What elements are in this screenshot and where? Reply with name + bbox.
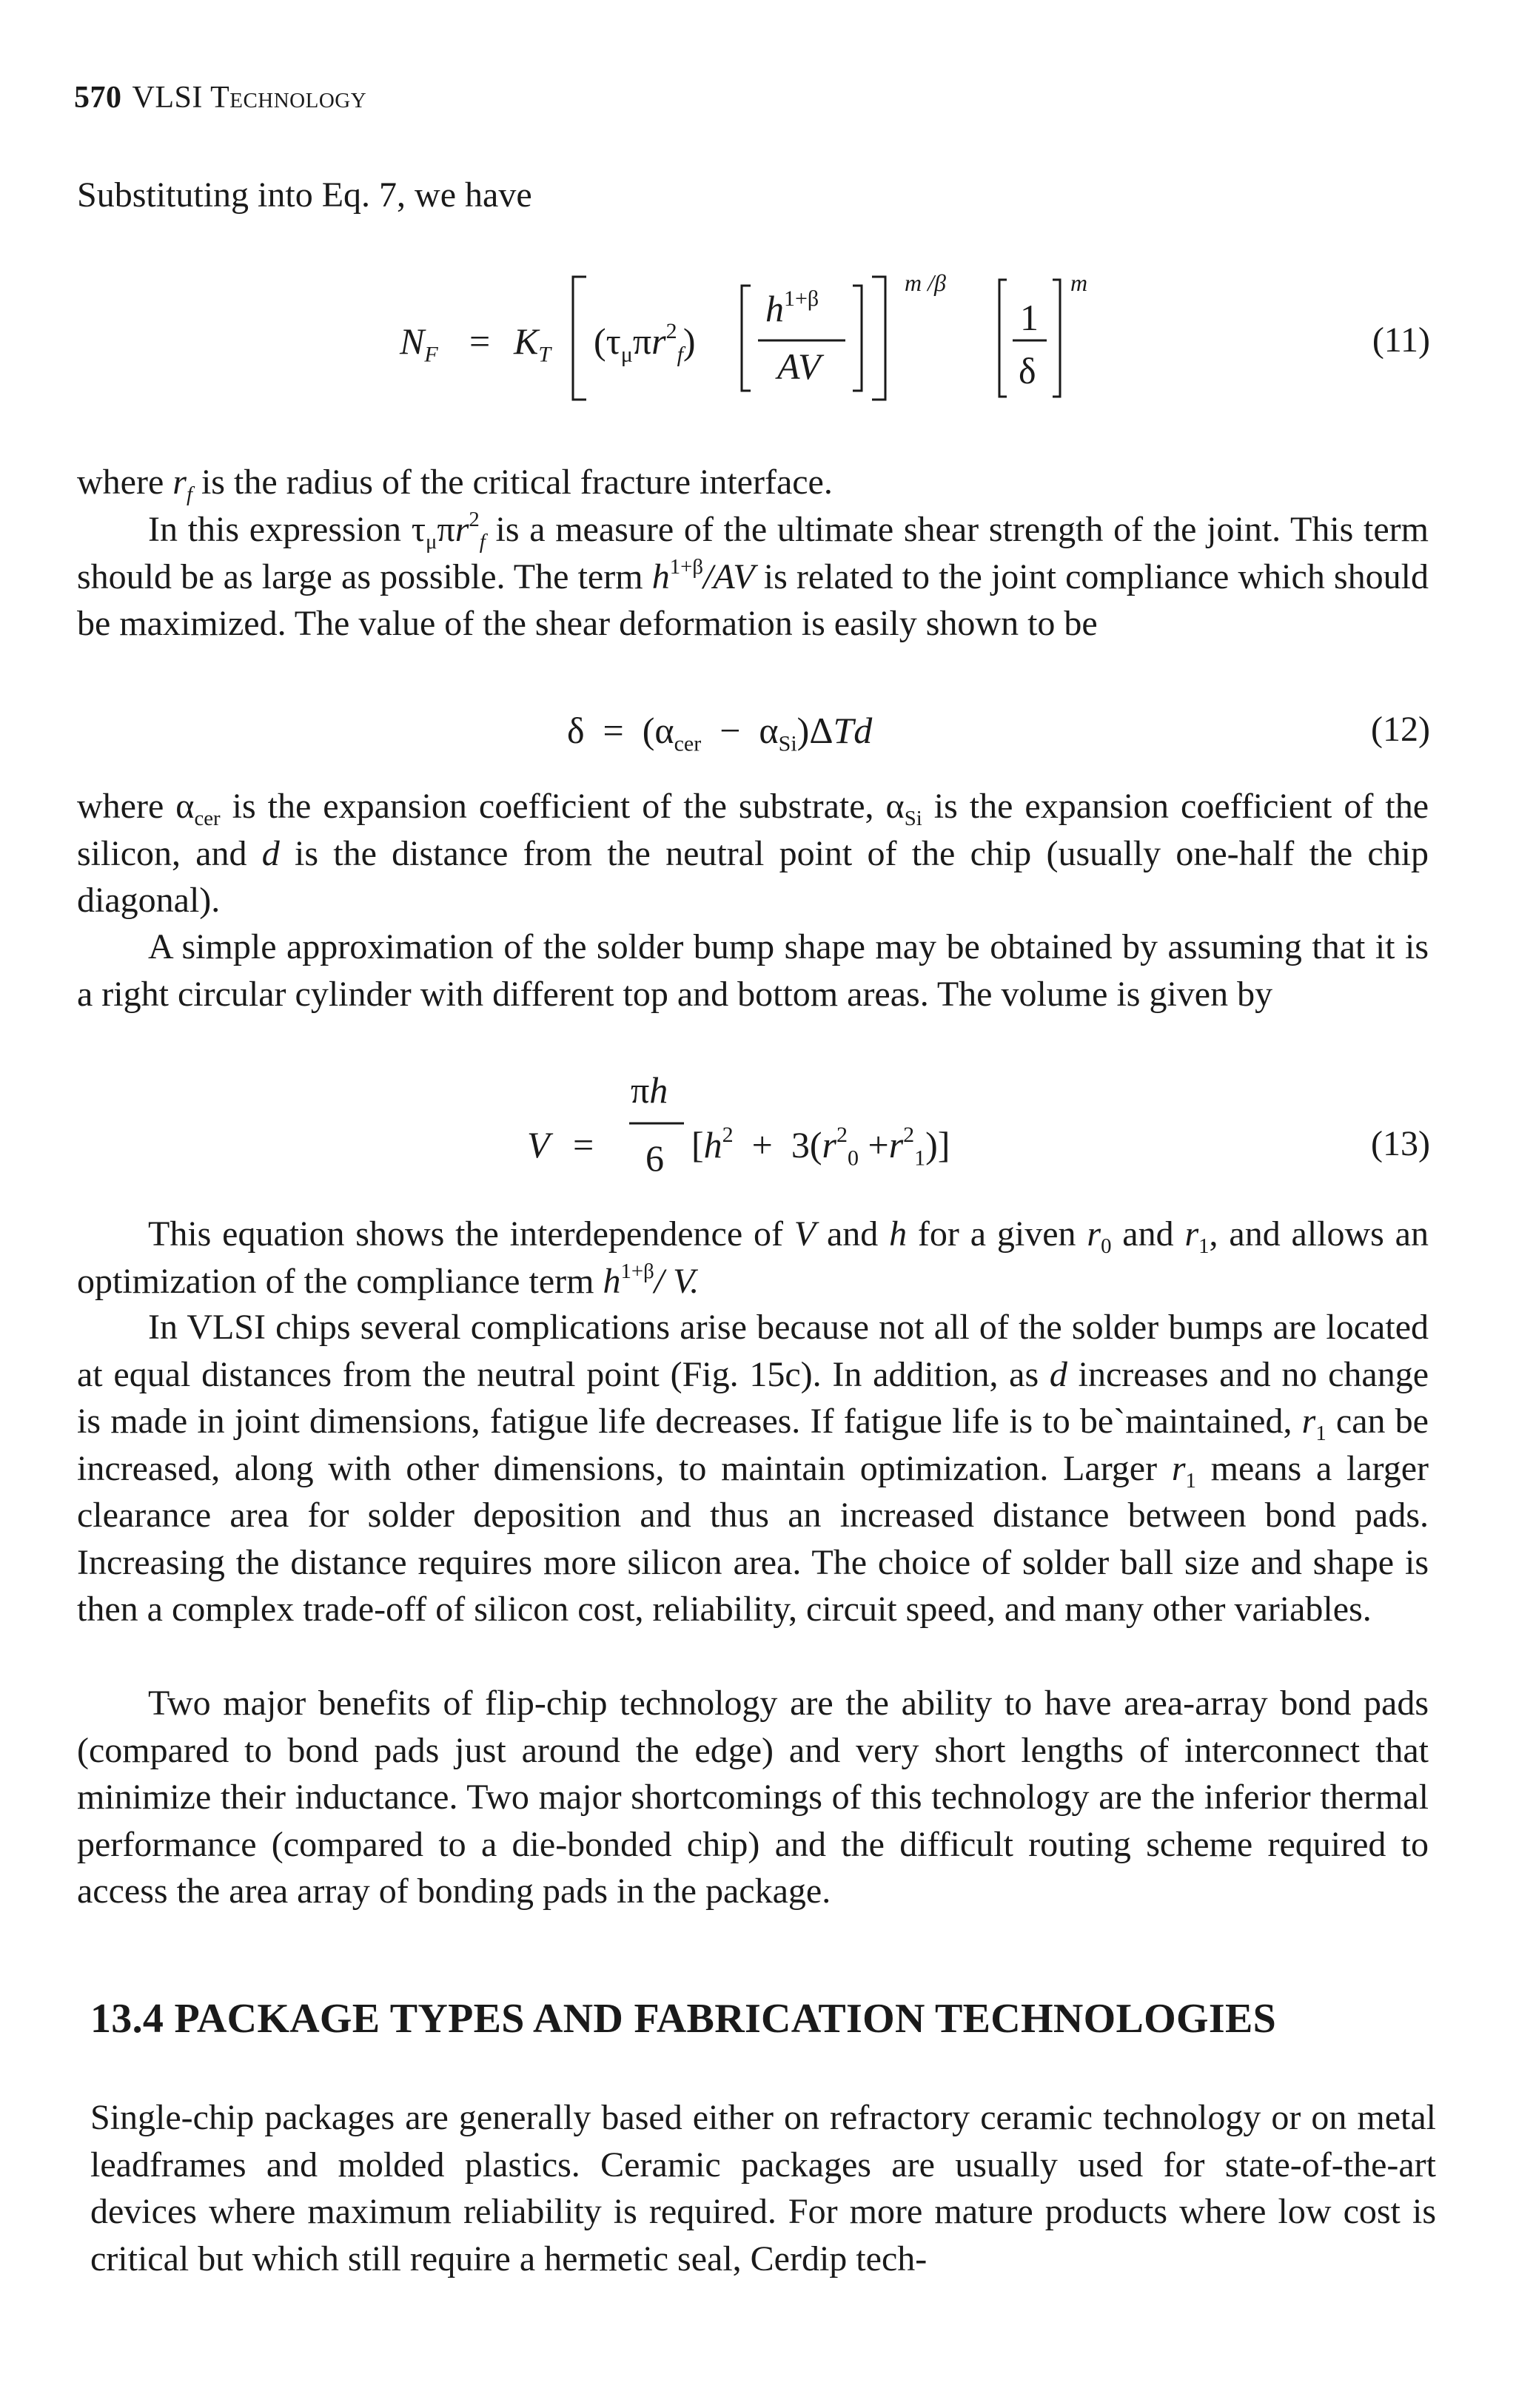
paragraph-flip-chip-benefits	[77, 1680, 1429, 1915]
eq13-bracket-term: $[h^2 + 3(r^2_0 +r^2_1)]$	[691, 1123, 950, 1171]
paragraph-shear-strength	[77, 506, 1429, 648]
paragraph-text: Substituting into Eq. 7, we have	[77, 175, 532, 215]
text-run: In VLSI chips several complications arise because not all of the solder bumps are located at equal distances from the neutral point (Fig. 15c). In addition, as	[77, 1308, 1429, 1394]
equation-11	[0, 269, 1516, 407]
text-run: A simple approximation of the solder bump shape may be obtained by assuming that it is a right circular cylinder with different top and bottom areas. The volume is given by	[77, 927, 1429, 1014]
symbol-rf: $r_f$	[172, 463, 192, 507]
eq13-equals: =	[573, 1124, 594, 1166]
symbol-d: d	[261, 833, 280, 873]
eq11-number: (11)	[1372, 320, 1430, 360]
text-run: is the radius of the critical fracture interface.	[192, 463, 833, 502]
eq12-number: (12)	[1371, 710, 1430, 749]
symbol-r1: $r_1$	[1184, 1214, 1210, 1259]
symbol-alpha-cer: $\alpha_{cer}$	[175, 787, 221, 831]
eq13-v: V	[527, 1124, 550, 1166]
paragraph-rf-definition	[77, 459, 1429, 506]
text-run: means a larger clearance area for solder deposition and thus an increased distance between bond pads. Increasing the distance requires more silicon area. The choice of solder ball size and shape is then a complex trade-off of silicon cost, reliability, circuit speed, and many other variables.	[77, 1448, 1429, 1629]
eq13-number: (13)	[1371, 1124, 1430, 1163]
eq11-delta: δ	[1019, 350, 1036, 391]
paragraph-interdependence	[77, 1211, 1429, 1305]
page-number: 570	[74, 81, 122, 115]
paragraph-intro-eq11	[77, 172, 1429, 219]
text-run: is the distance from the neutral point of the chip (usually one-half the chip diagonal).	[77, 833, 1429, 920]
symbol-r1: $r_1$	[1301, 1402, 1326, 1446]
eq11-one: 1	[1020, 297, 1039, 338]
eq11-shear-term: $(\tau_\mu\pi r^2_f)$	[594, 319, 696, 367]
symbol-h: h	[889, 1214, 908, 1254]
text-run: where	[77, 787, 176, 826]
running-title: VLSI Technology	[132, 81, 367, 115]
paragraph-expansion-coefficients	[77, 783, 1429, 924]
symbol-r1: $r_1$	[1171, 1448, 1196, 1493]
eq11-equals: =	[469, 320, 491, 362]
paragraph-vlsi-complications	[77, 1304, 1429, 1633]
text-run: Single-chip packages are generally based either on refractory ceramic technology or on metal leadframes and molded plastics. Ceramic packages are usually used for state-of-the-art devices where maximum reliability is required. For more mature products where low cost is critical but which still require a hermetic seal, Cerdip tech-	[90, 2098, 1436, 2278]
text-run: Two major benefits of flip-chip technology are the ability to have area-array bond pads (compared to bond pads just around the edge) and very short lengths of interconnect that minimize their inductance. Two major shortcomings of this technology are the inferior thermal performance (compared to a die-bonded chip) and the difficult routing scheme required to access the area array of bonding pads in the package.	[77, 1684, 1429, 1911]
eq11-numerator: $h^{1+\beta}$	[765, 286, 819, 329]
text-run: is a measure of the ultimate shear strength of the joint. This term should be as large as possible. The term	[77, 510, 1429, 596]
section-heading: 13.4 PACKAGE TYPES AND FABRICATION TECHNOLOGIES	[90, 1996, 1277, 2042]
text-run: , and allows an optimization of the compliance term	[77, 1214, 1429, 1301]
eq11-exponent-m: m	[1070, 269, 1088, 296]
text-run: and	[816, 1214, 890, 1254]
text-run: and	[1111, 1214, 1185, 1254]
text-run: for a given	[907, 1214, 1087, 1254]
symbol-v: V	[794, 1214, 816, 1254]
equation-12	[0, 709, 1516, 761]
eq12-expression: $\delta = (\alpha_{cer} - \alpha_{Si})\Delta Td$	[567, 710, 873, 756]
eq13-denominator: 6	[645, 1137, 664, 1179]
symbol-tau-pi-rf2: $\tau_\mu\pi r^2_f$	[411, 507, 486, 554]
eq11-nf: $N_F$	[400, 320, 438, 367]
running-header	[74, 80, 366, 115]
text-run: This equation shows the interdependence of	[148, 1214, 794, 1254]
symbol-d: d	[1049, 1354, 1067, 1394]
symbol-h-over-av: $h^{1+\beta}/AV$	[651, 554, 755, 596]
eq13-numerator: πh	[631, 1069, 668, 1111]
symbol-r0: $r_0$	[1087, 1214, 1112, 1259]
paragraph-single-chip-packages	[90, 2094, 1436, 2282]
equation-13	[0, 1063, 1516, 1196]
symbol-h-over-v: $h^{1+\beta}/$ V.	[603, 1259, 700, 1301]
eq11-kt: $K_T$	[514, 320, 551, 367]
eq11-denominator: AV	[777, 346, 821, 387]
text-run: can be increased, along with other dimensions, to maintain optimization. Larger	[77, 1402, 1429, 1488]
text-run: is the expansion coefficient of the silicon, and	[77, 787, 1429, 873]
paragraph-solder-bump-shape	[77, 924, 1429, 1018]
text-run: In this expression	[148, 510, 412, 549]
text-run: increases and no change is made in joint dimensions, fatigue life decreases. If fatigue life is to be`maintained,	[77, 1354, 1429, 1441]
symbol-alpha-si: $\alpha_{Si}$	[885, 787, 922, 831]
text-run: is related to the joint compliance which should be maximized. The value of the shear deformation is easily shown to be	[77, 556, 1429, 643]
text-run: where	[77, 463, 173, 502]
text-run: is the expansion coefficient of the substrate,	[220, 787, 886, 826]
eq11-exponent-m-beta: m /β	[905, 269, 946, 296]
